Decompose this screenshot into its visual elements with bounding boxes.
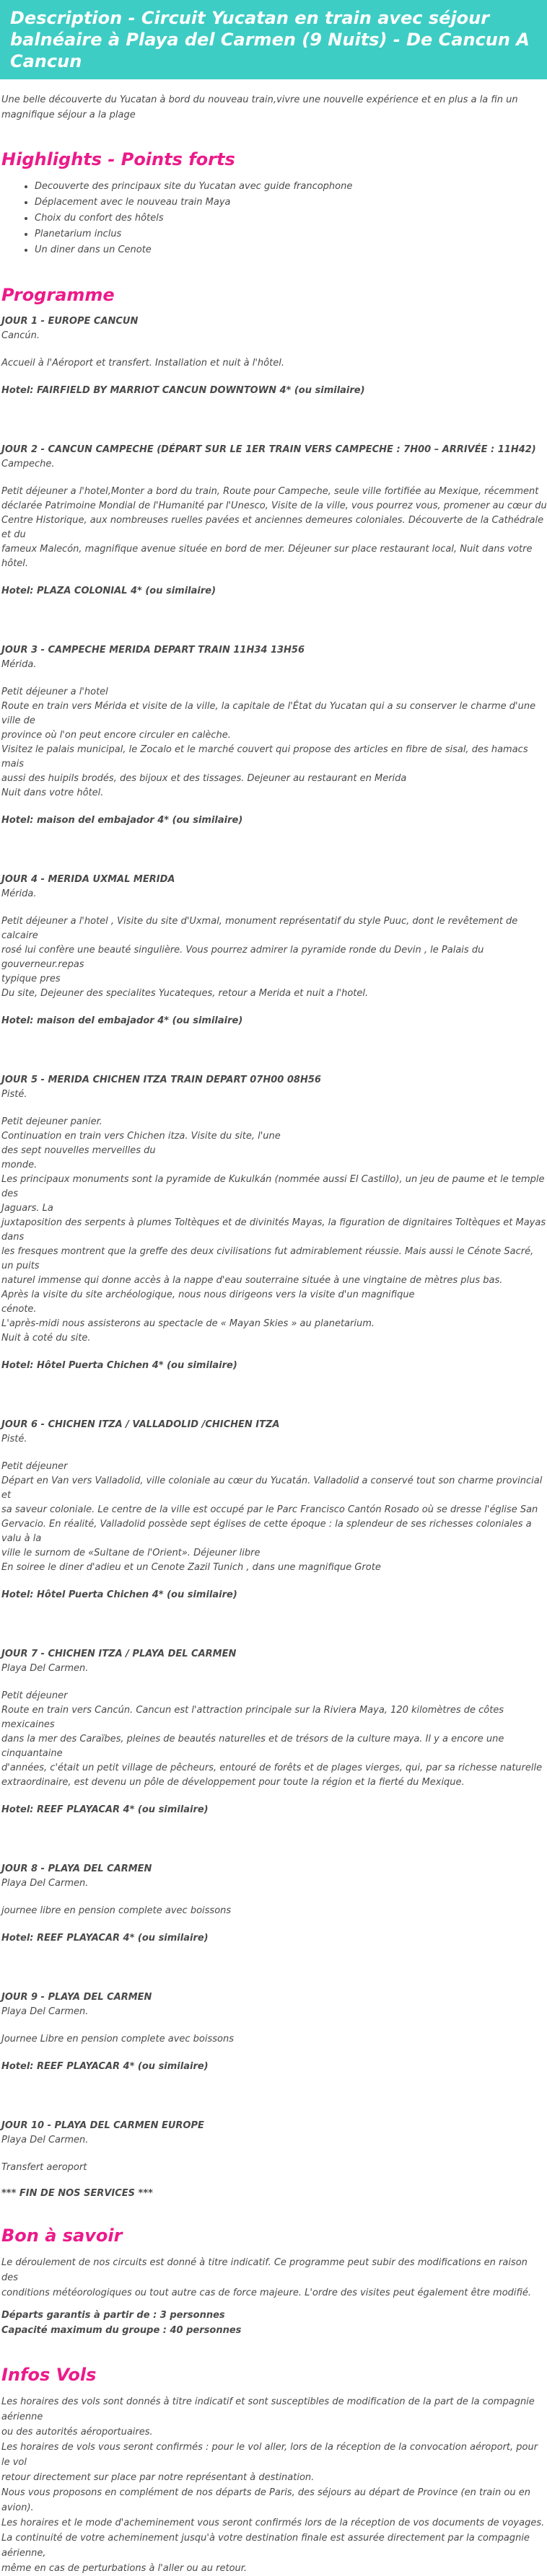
- capacite-maximum: Capacité maximum du groupe : 40 personnes: [1, 2325, 242, 2336]
- day-heading: JOUR 8 - PLAYA DEL CARMEN: [1, 1863, 152, 1874]
- day-description: [1, 1460, 547, 1575]
- day-description: [1, 485, 547, 571]
- text-line: Jaguars. La: [1, 1203, 53, 1214]
- text-line: ville le surnom de «Sultane de l'Orient». Déjeuner libre: [1, 1548, 261, 1558]
- day-block: [0, 1418, 547, 1602]
- text-line: Les horaires et le mode d'acheminement vous seront confirmés lors de la réception de vos documents de voyages.: [1, 2518, 545, 2528]
- day-city: Playa Del Carmen.: [1, 2006, 89, 2017]
- day-description: [1, 685, 547, 800]
- text-line: Accueil à l'Aéroport et transfert. Installation et nuit à l'hôtel.: [1, 358, 284, 369]
- day-description: [1, 1115, 547, 1346]
- day-city: Mérida.: [1, 888, 37, 899]
- highlight-item: • Déplacement avec le nouveau train Maya: [35, 195, 547, 211]
- day-city: Playa Del Carmen.: [1, 1663, 89, 1674]
- text-line: journee libre en pension complete avec boissons: [1, 1905, 232, 1916]
- day-hotel: Hotel: FAIRFIELD BY MARRIOT CANCUN DOWNTOWN 4* (ou similaire): [1, 385, 365, 396]
- text-line: rosé lui confère une beauté singulière. Vous pourrez admirer la pyramide ronde du Devin , le Palais du gouverneur.repas: [1, 945, 484, 970]
- text-line: Après la visite du site archéologique, nous nous dirigeons vers la visite d'un magnifique: [1, 1289, 415, 1300]
- day-hotel: Hotel: REEF PLAYACAR 4* (ou similaire): [1, 2061, 209, 2072]
- day-block: [0, 1990, 547, 2074]
- text-line: fameux Malecón, magnifique avenue située en bord de mer. Déjeuner sur place restaurant local, Nuit dans votre hôtel.: [1, 544, 533, 569]
- day-city: Playa Del Carmen.: [1, 2135, 89, 2145]
- text-line: Journee Libre en pension complete avec boissons: [1, 2034, 235, 2045]
- text-line: Départ en Van vers Valladolid, ville coloniale au cœur du Yucatán. Valladolid a conservé tout son charme provincial et: [1, 1476, 543, 1501]
- infos-vols-heading: Infos Vols: [1, 2365, 97, 2385]
- highlight-item: • Choix du confort des hôtels: [35, 211, 547, 226]
- day-heading: JOUR 7 - CHICHEN ITZA / PLAYA DEL CARMEN: [1, 1649, 237, 1659]
- highlight-item: • Decouverte des principaux site du Yucatan avec guide francophone: [35, 179, 547, 195]
- text-line: Petit déjeuner a l'hotel,Monter a bord du train, Route pour Campeche, seule ville fortifiée au Mexique, récemment: [1, 486, 539, 497]
- text-line: Nuit dans votre hôtel.: [1, 788, 104, 798]
- highlight-item: • Planetarium inclus: [35, 226, 547, 242]
- day-hotel: Hotel: REEF PLAYACAR 4* (ou similaire): [1, 1933, 209, 1944]
- day-heading: JOUR 9 - PLAYA DEL CARMEN: [1, 1992, 152, 2003]
- text-line: d'années, c'était un petit village de pêcheurs, entouré de forêts et de plages vierges, qui, par sa richesse naturelle: [1, 1763, 543, 1773]
- day-hotel: Hotel: maison del embajador 4* (ou similaire): [1, 1015, 243, 1026]
- day-city: Pisté.: [1, 1089, 27, 1100]
- day-block: [0, 1647, 547, 1817]
- text-line: extraordinaire, est devenu un pôle de développement pour toute la région et la fierté du Mexique.: [1, 1777, 465, 1788]
- day-city: Pisté.: [1, 1434, 27, 1444]
- text-line: Petit déjeuner a l'hotel: [1, 687, 108, 697]
- page-title: Description - Circuit Yucatan en train avec séjour balnéaire à Playa del Carmen (9 Nuits) - De Cancun A Cancun: [0, 0, 547, 79]
- text-line: naturel immense qui donne accès à la nappe d'eau souterraine située à une vingtaine de mètres plus bas.: [1, 1275, 503, 1286]
- text-line: Continuation en train vers Chichen itza. Visite du site, l'une: [1, 1131, 281, 1142]
- text-line: Petit déjeuner: [1, 1690, 68, 1701]
- text-line: typique pres: [1, 974, 61, 984]
- text-line: province où l'on peut encore circuler en calèche.: [1, 730, 231, 741]
- text-line: aussi des huipils brodés, des bijoux et des tissages. Dejeuner au restaurant en Merida: [1, 773, 407, 784]
- text-line: Centre Historique, aux nombreuses ruelles pavées et anciennes demeures coloniales. Découverte de la Cathédrale et du: [1, 515, 544, 540]
- text-line: Transfert aeroport: [1, 2162, 87, 2173]
- day-hotel: Hotel: PLAZA COLONIAL 4* (ou similaire): [1, 586, 216, 596]
- text-line: déclarée Patrimoine Mondial de l'Humanité par l'Unesco, Visite de la ville, vous pourrez vous, promener au cœur du: [1, 500, 547, 511]
- text-line: Du site, Dejeuner des specialites Yucateques, retour a Merida et nuit a l'hotel.: [1, 988, 369, 999]
- infos-vols-body: [0, 2394, 547, 2576]
- programme-heading: Programme: [1, 285, 115, 305]
- day-city: Campeche.: [1, 459, 55, 469]
- day-description: [1, 356, 547, 371]
- day-heading: JOUR 6 - CHICHEN ITZA / VALLADOLID /CHICHEN ITZA: [1, 1419, 280, 1430]
- text-line: Visitez le palais municipal, le Zocalo et le marché couvert qui propose des articles en fibre de sisal, des hamacs mais: [1, 744, 528, 769]
- departs-garantis: Départs garantis à partir de : 3 personnes: [1, 2310, 225, 2321]
- highlights-list: [0, 179, 547, 258]
- day-description: [1, 2161, 547, 2175]
- day-heading: JOUR 5 - MERIDA CHICHEN ITZA TRAIN DEPART 07H00 08H56: [1, 1075, 321, 1085]
- text-line: Le déroulement de nos circuits est donné à titre indicatif. Ce programme peut subir des modifications en raison des: [1, 2257, 528, 2283]
- day-hotel: Hotel: maison del embajador 4* (ou similaire): [1, 815, 243, 826]
- programme-days: [0, 314, 547, 2175]
- text-line: conditions météorologiques ou tout autre cas de force majeure. L'ordre des visites peut également être modifié.: [1, 2288, 532, 2298]
- day-block: [0, 873, 547, 1028]
- text-line: Gervacio. En réalité, Valladolid possède sept églises de cette époque : la splendeur de ses richesses coloniales a valu à la: [1, 1519, 532, 1544]
- text-line: Les horaires des vols sont donnés à titre indicatif et sont susceptibles de modification de la part de la compagnie aérienne: [1, 2396, 535, 2422]
- end-of-services: *** FIN DE NOS SERVICES ***: [1, 2188, 153, 2199]
- day-heading: JOUR 2 - CANCUN CAMPECHE (DÉPART SUR LE 1ER TRAIN VERS CAMPECHE : 7H00 – ARRIVÉE : 11H42): [1, 444, 536, 455]
- text-line: monde.: [1, 1160, 38, 1170]
- day-city: Mérida.: [1, 659, 37, 670]
- text-line: L'après-midi nous assisterons au spectacle de « Mayan Skies » au planetarium.: [1, 1318, 375, 1329]
- text-line: Route en train vers Mérida et visite de la ville, la capitale de l'État du Yucatan qui a su conserver le charme d'une ville de: [1, 701, 536, 726]
- day-heading: JOUR 4 - MERIDA UXMAL MERIDA: [1, 874, 175, 885]
- text-line: sa saveur coloniale. Le centre de la ville est occupé par le Parc Francisco Cantón Rosado où se dresse l'église San: [1, 1504, 538, 1515]
- day-block: [0, 2119, 547, 2175]
- text-line: Route en train vers Cancún. Cancun est l'attraction principale sur la Riviera Maya, 120 kilomètres de côtes mexicaines: [1, 1705, 504, 1730]
- day-block: [0, 314, 547, 398]
- text-line: même en cas de perturbations à l'aller ou au retour.: [1, 2563, 248, 2574]
- day-description: [1, 2032, 547, 2047]
- text-line: La continuité de votre acheminement jusqu'à votre destination finale est assurée directement par la compagnie aérienne,: [1, 2533, 530, 2559]
- text-line: Nuit à coté du site.: [1, 1333, 91, 1344]
- text-line: Petit dejeuner panier.: [1, 1116, 102, 1127]
- day-hotel: Hotel: REEF PLAYACAR 4* (ou similaire): [1, 1804, 209, 1815]
- day-heading: JOUR 10 - PLAYA DEL CARMEN EUROPE: [1, 2120, 204, 2131]
- day-heading: JOUR 1 - EUROPE CANCUN: [1, 316, 139, 327]
- text-line: retour directement sur place par notre représentant à destination.: [1, 2472, 315, 2483]
- day-city: Playa Del Carmen.: [1, 1878, 89, 1889]
- day-city: Cancún.: [1, 330, 40, 341]
- day-hotel: Hotel: Hôtel Puerta Chichen 4* (ou similaire): [1, 1360, 237, 1371]
- text-line: Les principaux monuments sont la pyramide de Kukulkán (nommée aussi El Castillo), un jeu de paume et le temple des: [1, 1174, 545, 1199]
- text-line: juxtaposition des serpents à plumes Toltèques et de divinités Mayas, la figuration de dignitaires Toltèques et Mayas dans: [1, 1217, 546, 1243]
- text-line: Les horaires de vols vous seront confirmés : pour le vol aller, lors de la réception de la convocation aéroport, pour le vol: [1, 2442, 538, 2468]
- text-line: Petit déjeuner: [1, 1461, 68, 1472]
- text-line: Petit déjeuner a l'hotel , Visite du site d'Uxmal, monument représentatif du style Puuc, dont le revêtement de calcaire: [1, 916, 518, 941]
- day-heading: JOUR 3 - CAMPECHE MERIDA DEPART TRAIN 11H34 13H56: [1, 645, 305, 656]
- day-block: [0, 643, 547, 828]
- day-description: [1, 1689, 547, 1790]
- day-block: [0, 443, 547, 599]
- highlight-item: • Un diner dans un Cenote: [35, 242, 547, 258]
- day-hotel: Hotel: Hôtel Puerta Chichen 4* (ou similaire): [1, 1589, 237, 1600]
- bon-a-savoir-body: [0, 2255, 547, 2338]
- text-line: En soiree le diner d'adieu et un Cenote Zazil Tunich , dans une magnifique Grote: [1, 1562, 381, 1573]
- text-line: des sept nouvelles merveilles du: [1, 1145, 156, 1156]
- day-description: [1, 1904, 547, 1918]
- day-description: [1, 914, 547, 1001]
- bon-a-savoir-text: [1, 2255, 547, 2301]
- day-block: [0, 1073, 547, 1373]
- text-line: Nous vous proposons en complément de nos départs de Paris, des séjours au départ de Province (en train ou en avion).: [1, 2487, 530, 2513]
- highlights-heading: Highlights - Points forts: [1, 149, 235, 169]
- bon-a-savoir-heading: Bon à savoir: [1, 2226, 123, 2246]
- intro-text: Une belle découverte du Yucatan à bord du nouveau train,vivre une nouvelle expérience et en plus a la fin un magnifique séjour a la plage: [1, 94, 518, 120]
- text-line: les fresques montrent que la greffe des deux civilisations fut admirablement réussie. Mais aussi le Cénote Sacré, un puits: [1, 1246, 534, 1271]
- text-line: dans la mer des Caraïbes, pleines de beautés naturelles et de trésors de la culture maya. Il y a encore une cinquantaine: [1, 1734, 504, 1759]
- day-block: [0, 1862, 547, 1946]
- text-line: cénote.: [1, 1304, 37, 1315]
- text-line: ou des autorités aéroportuaires.: [1, 2427, 153, 2438]
